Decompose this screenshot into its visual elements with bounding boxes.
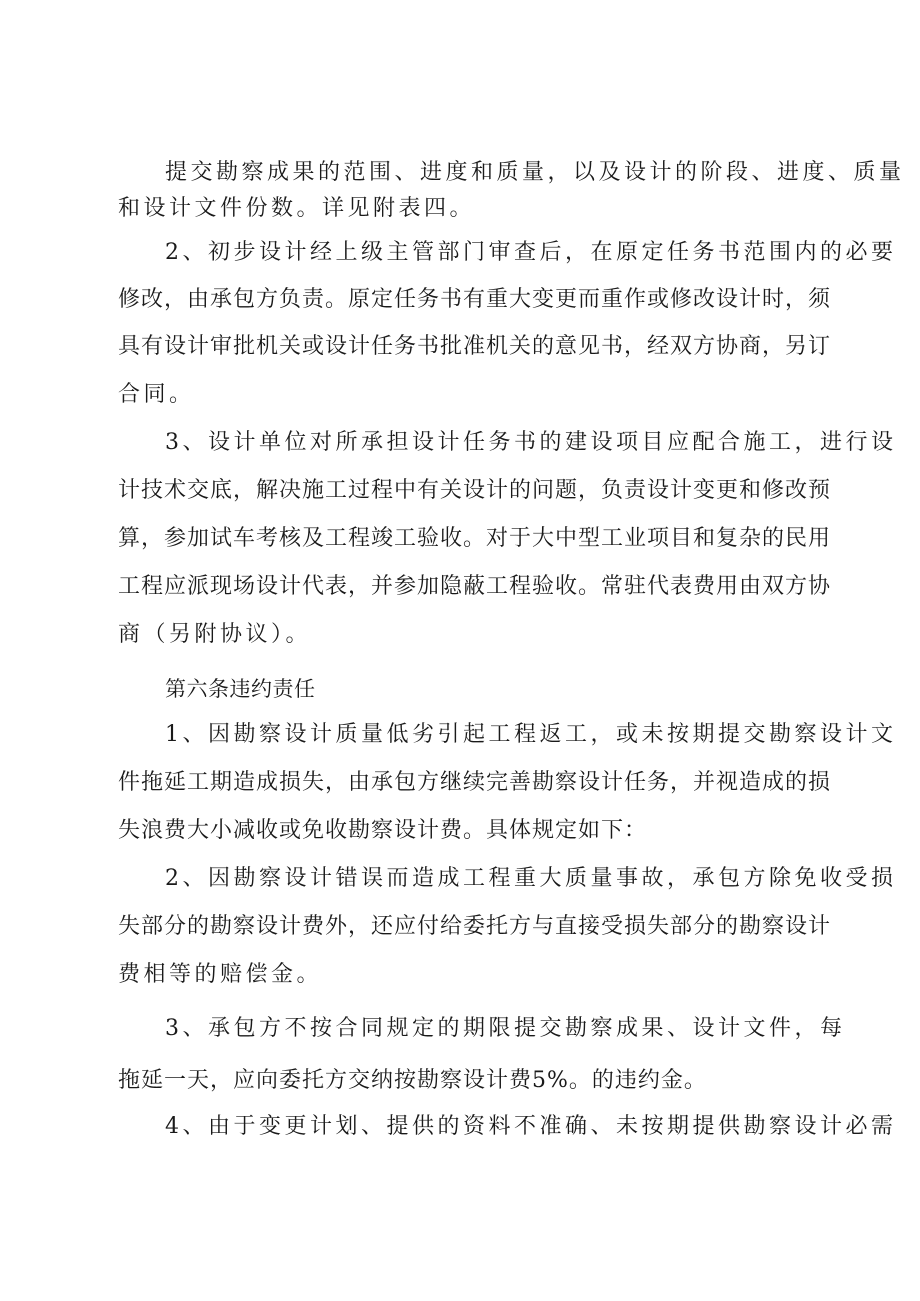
paragraph-line: 修改，由承包方负责。原定任务书有重大变更而重作或修改设计时，须 [118, 287, 832, 312]
paragraph-line: 3、承包方不按合同规定的期限提交勘察成果、设计文件，每 [165, 1016, 846, 1041]
paragraph-line: 工程应派现场设计代表，并参加隐蔽工程验收。常驻代表费用由双方协 [118, 574, 832, 599]
paragraph-line: 提交勘察成果的范围、进度和质量，以及设计的阶段、进度、质量 [165, 160, 905, 185]
paragraph-line: 件拖延工期造成损失，由承包方继续完善勘察设计任务，并视造成的损 [118, 770, 832, 795]
paragraph-line: 2、因勘察设计错误而造成工程重大质量事故，承包方除免收受损 [165, 866, 897, 891]
paragraph-line: 具有设计审批机关或设计任务书批准机关的意见书，经双方协商，另订 [118, 334, 832, 359]
paragraph-line: 商（另附协议）。 [118, 622, 312, 647]
paragraph-line: 4、由于变更计划、提供的资料不准确、未按期提供勘察设计必需 [165, 1114, 897, 1139]
paragraph-line: 计技术交底，解决施工过程中有关设计的问题，负责设计变更和修改预 [118, 478, 832, 503]
paragraph-line: 失部分的勘察设计费外，还应付给委托方与直接受损失部分的勘察设计 [118, 914, 832, 939]
paragraph-line: 合同。 [118, 382, 195, 407]
paragraph-line: 失浪费大小减收或免收勘察设计费。具体规定如下： [118, 818, 648, 843]
paragraph-line: 2、初步设计经上级主管部门审查后，在原定任务书范围内的必要 [165, 240, 897, 265]
paragraph-line: 费相等的赔偿金。 [118, 962, 323, 987]
paragraph-line: 算，参加试车考核及工程竣工验收。对于大中型工业项目和复杂的民用 [118, 526, 832, 551]
paragraph-line: 和设计文件份数。详见附表四。 [118, 196, 476, 221]
paragraph-line: 3、设计单位对所承担设计任务书的建设项目应配合施工，进行设 [165, 430, 897, 455]
paragraph-line: 1、因勘察设计质量低劣引起工程返工，或未按期提交勘察设计文 [165, 722, 897, 747]
paragraph-line: 拖延一天，应向委托方交纳按勘察设计费5%。的违约金。 [118, 1068, 707, 1093]
section-heading: 第六条违约责任 [165, 677, 316, 701]
